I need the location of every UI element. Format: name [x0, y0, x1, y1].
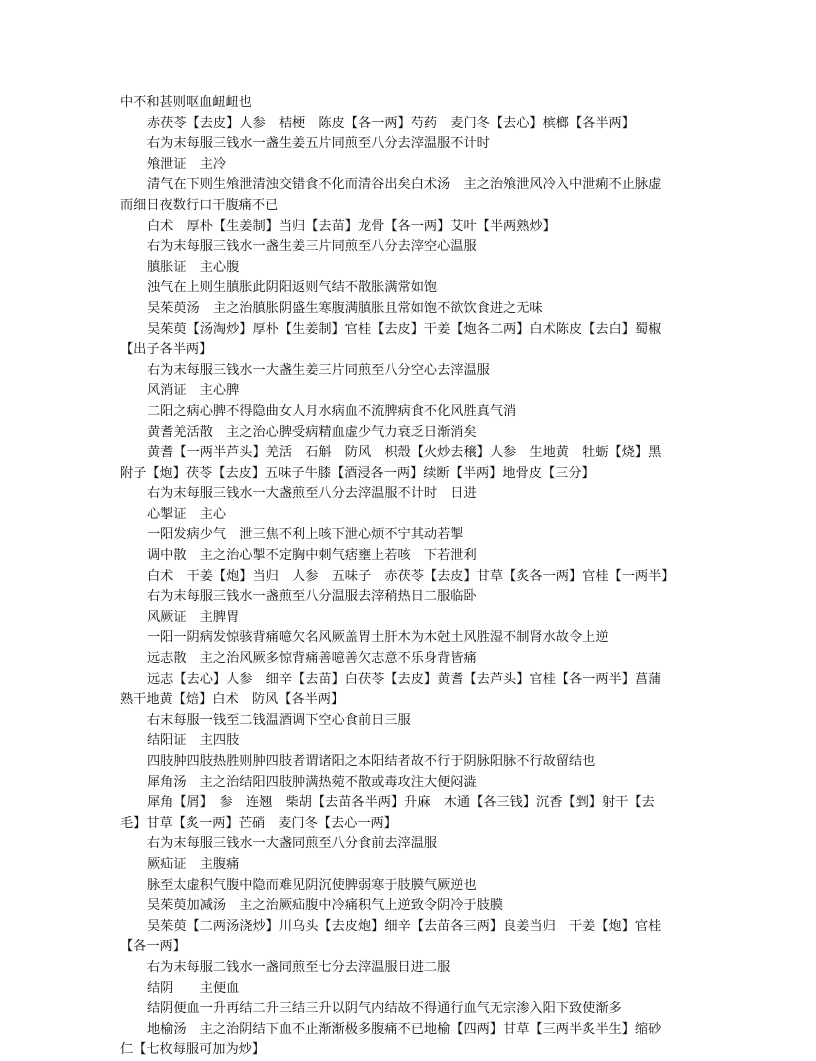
text-line: 清气在下则生飧泄清浊交错食不化而清谷出矣白术汤 主之治飧泄风冷入中泄痢不止脉虚: [147, 177, 662, 193]
text-line: 【出子各半两】: [120, 342, 213, 358]
text-line: 地榆汤 主之治阴结下血不止渐渐极多腹痛不已地榆【四两】甘草【三两半炙半生】缩砂: [147, 1021, 662, 1037]
text-line: 仁【七枚每服可加为炒】: [120, 1042, 266, 1058]
text-line: 飧泄证 主冷: [147, 156, 227, 172]
text-line: 吴茱萸【二两汤浇炒】川乌头【去皮炮】细辛【去苗各三两】良姜当归 干姜【炮】官桂: [147, 918, 662, 934]
text-line: 右为末每服三钱水一盏煎至八分温服去滓稍热日二服临卧: [147, 589, 477, 605]
text-line: 白术 干姜【炮】当归 人参 五味子 赤茯苓【去皮】甘草【炙各一两】官桂【一两半】: [147, 568, 675, 584]
text-line: 黄耆羌活散 主之治心脾受病精血虚少气力衰乏日渐消矣: [147, 424, 477, 440]
text-line: 右为末每服三钱水一大盏生姜三片同煎至八分空心去滓温服: [147, 362, 490, 378]
text-line: 结阳证 主四肢: [147, 733, 240, 749]
text-line: 吴茱萸加减汤 主之治厥疝腹中冷痛积气上逆致令阴冷于肢膜: [147, 898, 504, 914]
text-line: 赤茯苓【去皮】人参 桔梗 陈皮【各一两】芍药 麦门冬【去心】槟榔【各半两】: [147, 115, 635, 131]
text-line: 厥疝证 主腹痛: [147, 856, 240, 872]
text-line: 右末每服一钱至二钱温酒调下空心食前日三服: [147, 712, 411, 728]
text-line: 结阴便血一升再结二升三结三升以阴气内结故不得通行血气无宗渗入阳下致使渐多: [147, 1001, 622, 1017]
text-line: 右为末每服三钱水一大盏同煎至八分食前去滓温服: [147, 836, 438, 852]
text-line: 䐜胀证 主心腹: [147, 259, 240, 275]
text-line: 结阴 主便血: [147, 980, 240, 996]
text-line: 犀角汤 主之治结阳四肢肿满热菀不散或毒攻注大便闷澁: [147, 774, 477, 790]
text-line: 而细日夜数行口干腹痛不已: [120, 197, 279, 213]
text-line: 白术 厚朴【生姜制】当归【去苗】龙骨【各一两】艾叶【半两熟炒】: [147, 218, 556, 234]
text-line: 一阳一阴病发惊骇背痛噫欠名风厥盖胃土肝木为木尅土风胜湿不制肾水故令上逆: [147, 630, 609, 646]
text-line: 右为末每服三钱水一大盏煎至八分去滓温服不计时 日进: [147, 486, 477, 502]
document-page: [120, 93, 700, 1061]
text-line: 【各一两】: [120, 939, 186, 955]
text-line: 一阳发病少气 泄三焦不利上咳下泄心烦不宁其动若掣: [147, 527, 464, 543]
text-line: 右为末每服三钱水一盏生姜三片同煎至八分去滓空心温服: [147, 239, 477, 255]
text-line: 远志散 主之治风厥多惊背痛善噫善欠志意不乐身背皆痛: [147, 651, 477, 667]
text-line: 吴茱萸【汤淘炒】厚朴【生姜制】官桂【去皮】干姜【炮各二两】白术陈皮【去白】蜀椒: [147, 321, 662, 337]
text-line: 吴茱萸汤 主之治䐜胀阴盛生寒腹满䐜胀且常如饱不欲饮食进之无味: [147, 300, 543, 316]
text-line: 右为末每服三钱水一盏生姜五片同煎至八分去滓温服不计时: [147, 136, 490, 152]
text-line: 犀角【屑】 参 连翘 柴胡【去苗各半两】升麻 木通【各三钱】沉香【剉】射干【去: [147, 795, 655, 811]
text-line: 熟干地黄【焙】白术 防风【各半两】: [120, 692, 345, 708]
text-line: 脉至太虚积气腹中隐而难见阴沉使脾弱寒于肢膜气厥逆也: [147, 877, 477, 893]
text-line: 风厥证 主脾胃: [147, 609, 240, 625]
text-line: 四肢肿四肢热胜则肿四肢者谓诸阳之本阳结者故不行于阴脉阳脉不行故留结也: [147, 754, 596, 769]
text-line: 心掣证 主心: [147, 506, 227, 522]
text-line: 调中散 主之治心掣不定胸中刺气痞壅上若咳 下若泄利: [147, 548, 477, 564]
text-line: 附子【炮】茯苓【去皮】五味子牛膝【酒浸各一两】续断【半两】地骨皮【三分】: [120, 465, 595, 481]
text-line: 黄耆【一两半芦头】羌活 石斛 防风 枳殼【火炒去穣】人参 生地黄 牡蛎【烧】黑: [147, 445, 662, 461]
text-line: 风消证 主心脾: [147, 383, 240, 399]
text-line: 毛】甘草【炙一两】芒硝 麦门冬【去心一两】: [120, 815, 397, 831]
text-line: 浊气在上则生䐜胀此阴阳返则气结不散胀满常如饱: [147, 280, 438, 296]
text-line: 二阳之病心脾不得隐曲女人月水病血不流脾病食不化风胜真气消: [147, 403, 517, 419]
text-line: 右为末每服二钱水一盏同煎至七分去滓温服日进二服: [147, 959, 451, 975]
text-line: 远志【去心】人参 细辛【去苗】白茯苓【去皮】黄耆【去芦头】官桂【各一两半】菖蒲: [147, 671, 662, 687]
text-line: 中不和甚则呕血衄衄也: [120, 95, 252, 110]
